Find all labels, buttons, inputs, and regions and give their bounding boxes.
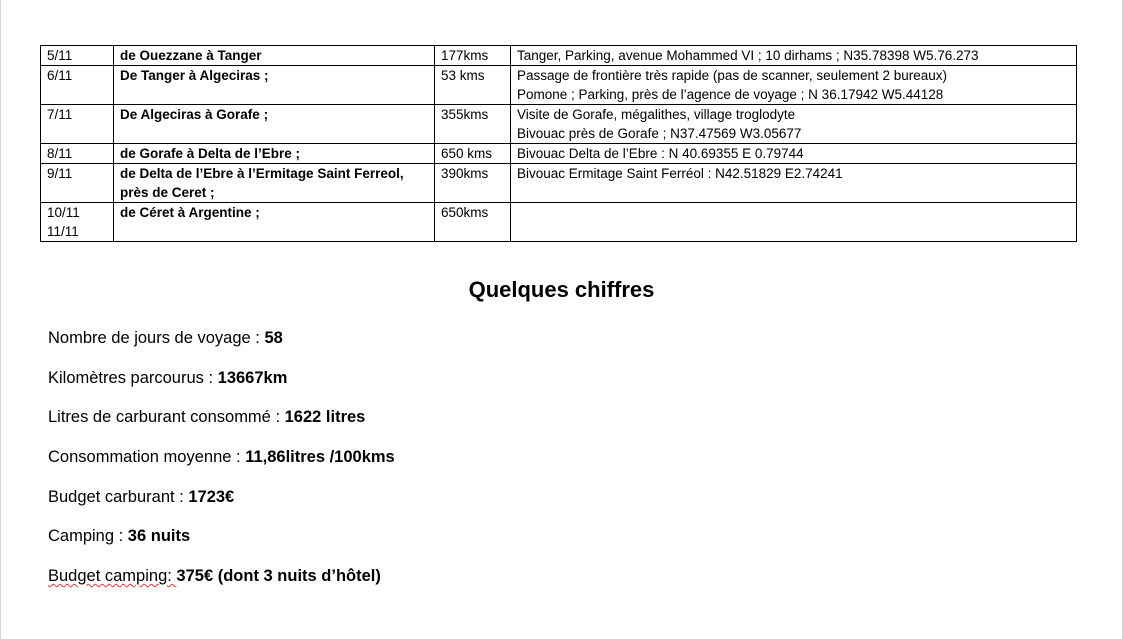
route-cell bbox=[114, 66, 435, 105]
distance-text: 650kms bbox=[441, 205, 489, 220]
stat-label: Budget camping: bbox=[48, 567, 177, 586]
stat-value: 11,86litres /100kms bbox=[245, 448, 395, 467]
info-cell bbox=[511, 203, 1077, 242]
stat-label: Litres de carburant consommé : bbox=[48, 408, 285, 427]
table-row bbox=[41, 164, 1077, 203]
route-cell bbox=[114, 203, 435, 242]
date-cell bbox=[41, 46, 114, 66]
section-title: Quelques chiffres bbox=[468, 277, 655, 302]
route-text: de Céret à Argentine ; bbox=[120, 205, 260, 220]
route-cell bbox=[114, 105, 435, 144]
table-row bbox=[41, 66, 1077, 105]
info-text: Bivouac près de Gorafe ; N37.47569 W3.05677 bbox=[517, 126, 802, 141]
stat-camping bbox=[48, 525, 395, 565]
route-text: de Ouezzane à Tanger bbox=[120, 48, 262, 63]
stat-label: Budget carburant : bbox=[48, 487, 189, 506]
stat-value: 36 nuits bbox=[127, 527, 191, 546]
info-cell bbox=[511, 66, 1077, 105]
table-row bbox=[41, 105, 1077, 144]
info-text: Bivouac Delta de l’Ebre : N 40.69355 E 0.79744 bbox=[517, 146, 804, 161]
stat-consumption bbox=[48, 446, 395, 486]
distance-text: 355kms bbox=[441, 107, 489, 122]
info-text: Pomone ; Parking, près de l’agence de voyage ; N 36.17942 W5.44128 bbox=[517, 87, 944, 102]
date-text: 6/11 bbox=[47, 68, 73, 83]
distance-text: 650 kms bbox=[441, 146, 493, 161]
stat-value: 58 bbox=[264, 329, 283, 347]
stat-fuel-liters bbox=[48, 406, 395, 446]
table-row bbox=[41, 46, 1077, 66]
info-cell bbox=[511, 144, 1077, 164]
date-text: 7/11 bbox=[47, 107, 73, 122]
distance-cell bbox=[435, 46, 511, 66]
date-text: 9/11 bbox=[47, 166, 73, 181]
date-cell bbox=[41, 164, 114, 203]
route-cell bbox=[114, 164, 435, 203]
distance-cell bbox=[435, 66, 511, 105]
stat-label: Kilomètres parcourus : bbox=[48, 368, 218, 387]
date-cell bbox=[41, 144, 114, 164]
date-text: 11/11 bbox=[47, 224, 79, 239]
distance-text: 53 kms bbox=[441, 68, 485, 83]
route-text: près de Ceret ; bbox=[120, 185, 215, 200]
itinerary-table bbox=[40, 45, 1077, 242]
info-text: Passage de frontière très rapide (pas de scanner, seulement 2 bureaux) bbox=[517, 68, 948, 83]
route-text: de Gorafe à Delta de l’Ebre ; bbox=[120, 146, 301, 161]
date-text: 10/11 bbox=[47, 205, 80, 220]
date-cell bbox=[41, 203, 114, 242]
route-text: De Algeciras à Gorafe ; bbox=[120, 107, 269, 122]
stat-label: Camping : bbox=[48, 527, 128, 546]
stat-label: Consommation moyenne : bbox=[48, 448, 246, 467]
stat-value: 375€ (dont 3 nuits d’hôtel) bbox=[176, 567, 381, 586]
distance-cell bbox=[435, 144, 511, 164]
stat-fuel-budget bbox=[48, 486, 395, 526]
date-text: 5/11 bbox=[47, 48, 73, 63]
stat-label: Nombre de jours de voyage : bbox=[48, 329, 265, 347]
route-text: de Delta de l’Ebre à l’Ermitage Saint Ferreol, bbox=[120, 166, 404, 181]
date-cell bbox=[41, 105, 114, 144]
route-cell bbox=[114, 46, 435, 66]
date-cell bbox=[41, 66, 114, 105]
table-row bbox=[41, 203, 1077, 242]
distance-cell bbox=[435, 164, 511, 203]
stat-value: 1622 litres bbox=[284, 408, 366, 427]
info-text: Visite de Gorafe, mégalithes, village troglodyte bbox=[517, 107, 796, 122]
info-cell bbox=[511, 46, 1077, 66]
distance-cell bbox=[435, 203, 511, 242]
info-text: Tanger, Parking, avenue Mohammed VI ; 10 dirhams ; N35.78398 W5.76.273 bbox=[517, 48, 979, 63]
page-left-edge bbox=[0, 0, 1, 639]
distance-cell bbox=[435, 105, 511, 144]
distance-text: 390kms bbox=[441, 166, 489, 181]
info-cell bbox=[511, 105, 1077, 144]
stats-list bbox=[48, 327, 395, 605]
info-cell bbox=[511, 164, 1077, 203]
route-cell bbox=[114, 144, 435, 164]
stat-camping-budget bbox=[48, 565, 395, 605]
table-row bbox=[41, 144, 1077, 164]
stat-value: 1723€ bbox=[188, 487, 235, 506]
distance-text: 177kms bbox=[441, 48, 489, 63]
stat-days bbox=[48, 327, 395, 367]
info-text: Bivouac Ermitage Saint Ferréol : N42.51829 E2.74241 bbox=[517, 166, 843, 181]
stat-kilometers bbox=[48, 367, 395, 407]
route-text: De Tanger à Algeciras ; bbox=[120, 68, 269, 83]
stat-value: 13667km bbox=[217, 368, 288, 387]
date-text: 8/11 bbox=[47, 146, 73, 161]
